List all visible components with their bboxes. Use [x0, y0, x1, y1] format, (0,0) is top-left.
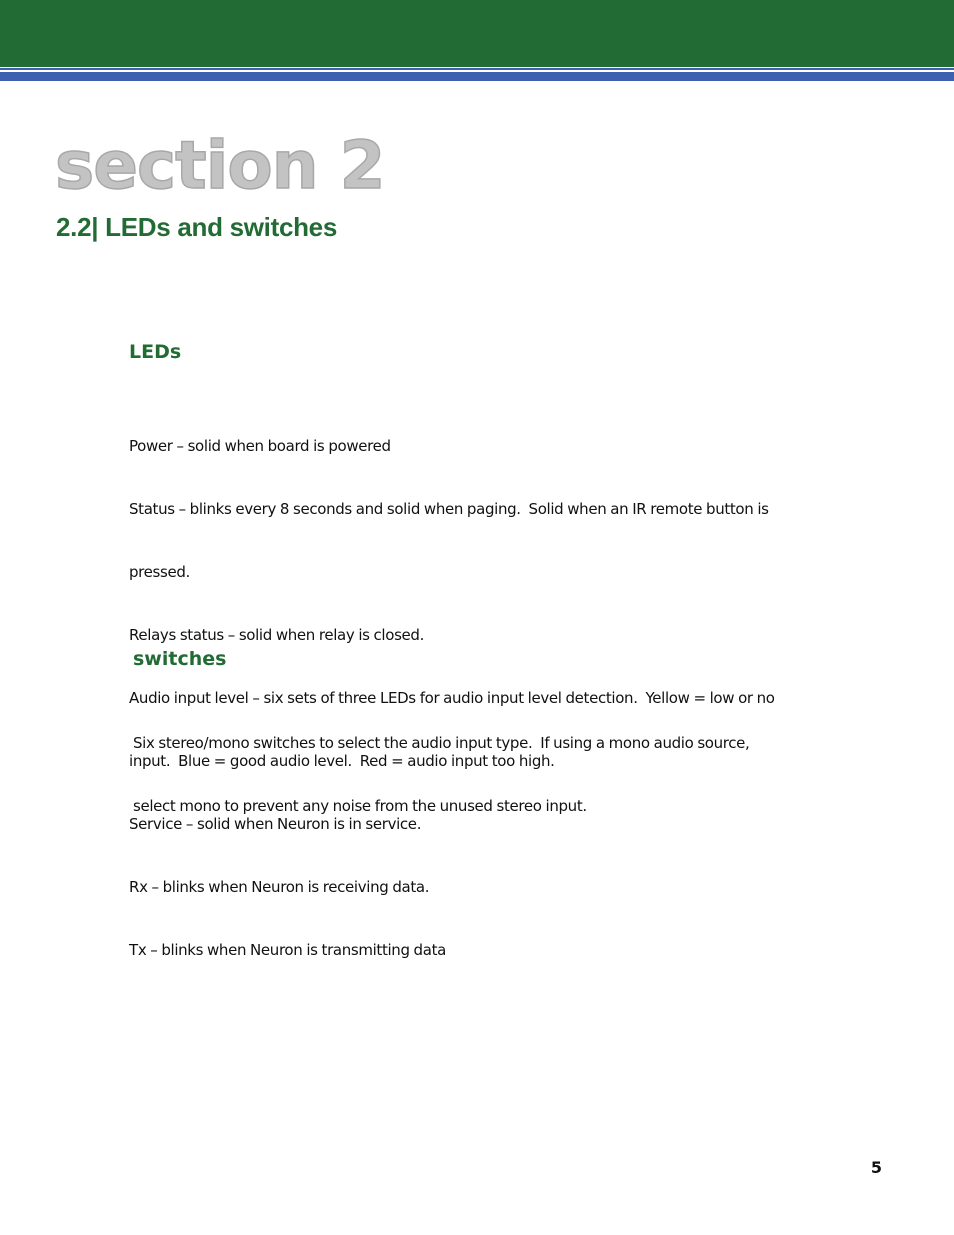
text-line: Tx – blinks when Neuron is transmitting data [129, 941, 446, 959]
header-bar [0, 0, 954, 67]
text-line: select mono to prevent any noise from the unused stereo input. [133, 797, 587, 815]
text-line: Rx – blinks when Neuron is receiving data. [129, 878, 430, 896]
subsection-title: 2.2| LEDs and switches [56, 212, 337, 242]
text-line: Six stereo/mono switches to select the audio input type. If using a mono audio source, [133, 734, 750, 752]
page-number: 5 [870, 1158, 882, 1177]
text-line: input. Blue = good audio level. Red = audio input too high. [129, 752, 555, 770]
leds-description [129, 394, 775, 982]
switches-description [133, 691, 749, 838]
leds-heading: LEDs [129, 341, 182, 363]
section-label: section 2 [55, 127, 385, 204]
header-rule-thick [0, 72, 954, 81]
text-line: Service – solid when Neuron is in service. [129, 815, 422, 833]
text-line: Power – solid when board is powered [129, 437, 391, 455]
text-line: Status – blinks every 8 seconds and solid when paging. Solid when an IR remote button is [129, 500, 769, 518]
switches-heading: switches [133, 648, 227, 670]
header-rule-thin [0, 68, 954, 70]
text-line: pressed. [129, 563, 190, 581]
text-line: Relays status – solid when relay is closed. [129, 626, 425, 644]
text-line: Audio input level – six sets of three LEDs for audio input level detection. Yellow = low or no [129, 689, 775, 707]
